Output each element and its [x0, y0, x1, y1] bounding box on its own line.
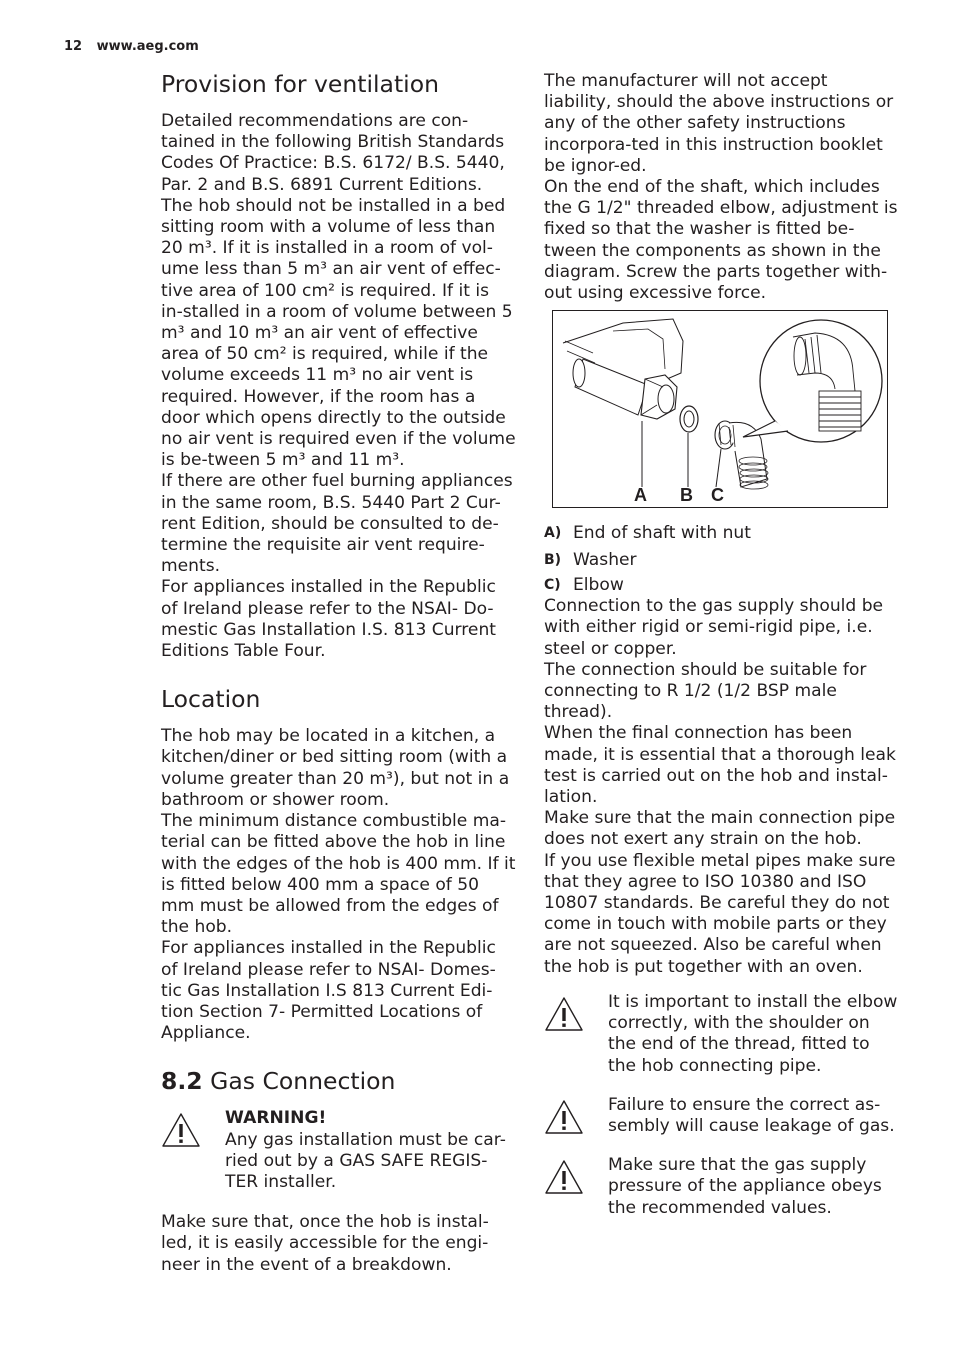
ventilation-paragraph: Detailed recommendations are con-tained in the following British Standards Codes Of Practice: B.S. 6172/ B.S. 5440, Par. 2 and B.S. 6891 Current Editions. The hob should not be installed in a bed sitting room with a volume of less than 20 m³. If it is installed in a room of vol-ume less than 5 m³ an air vent of effec-tive area of 100 cm² is required. If it is in-stalled in a room of volume between 5 m³ and 10 m³ an air vent of effective area of 50 cm² is required, while if the volume exceeds 11 m³ no air vent is required. However, if the room has a door which opens directly to the outside no air vent is required even if the volume is be-tween 5 m³ and 11 m³. [161, 111, 516, 471]
legend-text: Washer [573, 550, 637, 571]
legend-item [544, 574, 900, 596]
legend-text: Elbow [573, 575, 624, 596]
legend-key: B) [544, 552, 562, 569]
body-paragraph: Make sure that the main connection pipe does not exert any strain on the hob. [544, 808, 896, 850]
gas-connection-title [161, 1066, 516, 1096]
pressure-warning [544, 1155, 900, 1219]
right-column [544, 71, 900, 1219]
intro-paragraph: The manufacturer will not accept liability, should the above instructions or any of the other safety instructions incorpora-ted in this instruction booklet be ignor-ed. [544, 71, 894, 176]
section-number: 8.2 [161, 1067, 203, 1096]
label-c: C [711, 485, 724, 506]
body-paragraph: The connection should be suitable for connecting to R 1/2 (1/2 BSP male thread). [544, 659, 867, 723]
legend-key: C) [544, 577, 561, 594]
elbow-assembly-diagram [552, 310, 888, 508]
section-title-text: Gas Connection [210, 1067, 396, 1096]
leakage-warning [544, 1095, 900, 1137]
label-a: A [634, 485, 647, 506]
intro-paragraph: On the end of the shaft, which includes the G 1/2" threaded elbow, adjustment is fixed so that the washer is fitted be-tween the components as shown in the diagram. Screw the parts together with-out using excessive force. [544, 177, 898, 304]
diagram-legend [544, 520, 900, 596]
body-paragraph: When the final connection has been made, it is essential that a thorough leak test is carried out on the hob and instal-lation. [544, 723, 896, 808]
warning-text: Make sure that the gas supply pressure of the appliance obeys the recommended values. [608, 1155, 882, 1218]
warning-triangle-icon [544, 1099, 584, 1135]
warning-triangle-icon [161, 1112, 201, 1148]
gas-warning [161, 1108, 516, 1193]
body-paragraph: Connection to the gas supply should be with either rigid or semi-rigid pipe, i.e. steel or copper. [544, 596, 884, 659]
page-header [64, 39, 199, 54]
left-column [161, 66, 516, 1276]
location-title: Location [161, 685, 261, 714]
warning-text: It is important to install the elbow correctly, with the shoulder on the end of the thread, fitted to the hob connecting pipe. [608, 991, 898, 1076]
location-paragraph: The hob may be located in a kitchen, a kitchen/diner or bed sitting room (with a volume greater than 20 m³), but not in a bathroom or shower room. [161, 726, 510, 810]
legend-item [544, 547, 900, 574]
warning-triangle-icon [544, 996, 584, 1032]
elbow-warning [544, 992, 900, 1077]
legend-text: End of shaft with nut [573, 523, 751, 544]
warning-triangle-icon [544, 1159, 584, 1195]
accessibility-paragraph: Make sure that, once the hob is instal-led, it is easily accessible for the engi-neer in the event of a breakdown. [161, 1212, 489, 1275]
legend-key: A) [544, 525, 562, 542]
ventilation-paragraph: For appliances installed in the Republic of Ireland please refer to the NSAI- Do-mestic Gas Installation I.S. 813 Current Editions Table Four. [161, 577, 496, 662]
warning-text: Any gas installation must be car-ried out by a GAS SAFE REGIS-TER installer. [225, 1129, 506, 1192]
assembly-illustration [553, 311, 887, 507]
website-url: www.aeg.com [96, 39, 199, 54]
label-b: B [680, 485, 693, 506]
warning-text: Failure to ensure the correct as-sembly will cause leakage of gas. [608, 1094, 895, 1136]
body-paragraph: If you use flexible metal pipes make sure that they agree to ISO 10380 and ISO 10807 standards. Be careful they do not come in touch with mobile parts or they are not squeezed. Also be careful when the hob is put together with an oven. [544, 850, 896, 977]
legend-item [544, 520, 900, 547]
location-paragraph: The minimum distance combustible ma-terial can be fitted above the hob in line with the edges of the hob is 400 mm. If it is fitted below 400 mm a space of 50 mm must be allowed from the edges of the hob. [161, 811, 516, 938]
page-number: 12 [64, 39, 83, 54]
ventilation-title: Provision for ventilation [161, 70, 439, 98]
location-paragraph: For appliances installed in the Republic of Ireland please refer to NSAI- Domes-tic Gas Installation I.S 813 Current Edi-tion Section 7- Permitted Locations of Appliance. [161, 938, 496, 1044]
warning-title: WARNING! [225, 1108, 327, 1129]
ventilation-paragraph: If there are other fuel burning appliances in the same room, B.S. 5440 Part 2 Cur-rent Edition, should be consulted to de-termine the requisite air vent require-ments. [161, 471, 513, 577]
